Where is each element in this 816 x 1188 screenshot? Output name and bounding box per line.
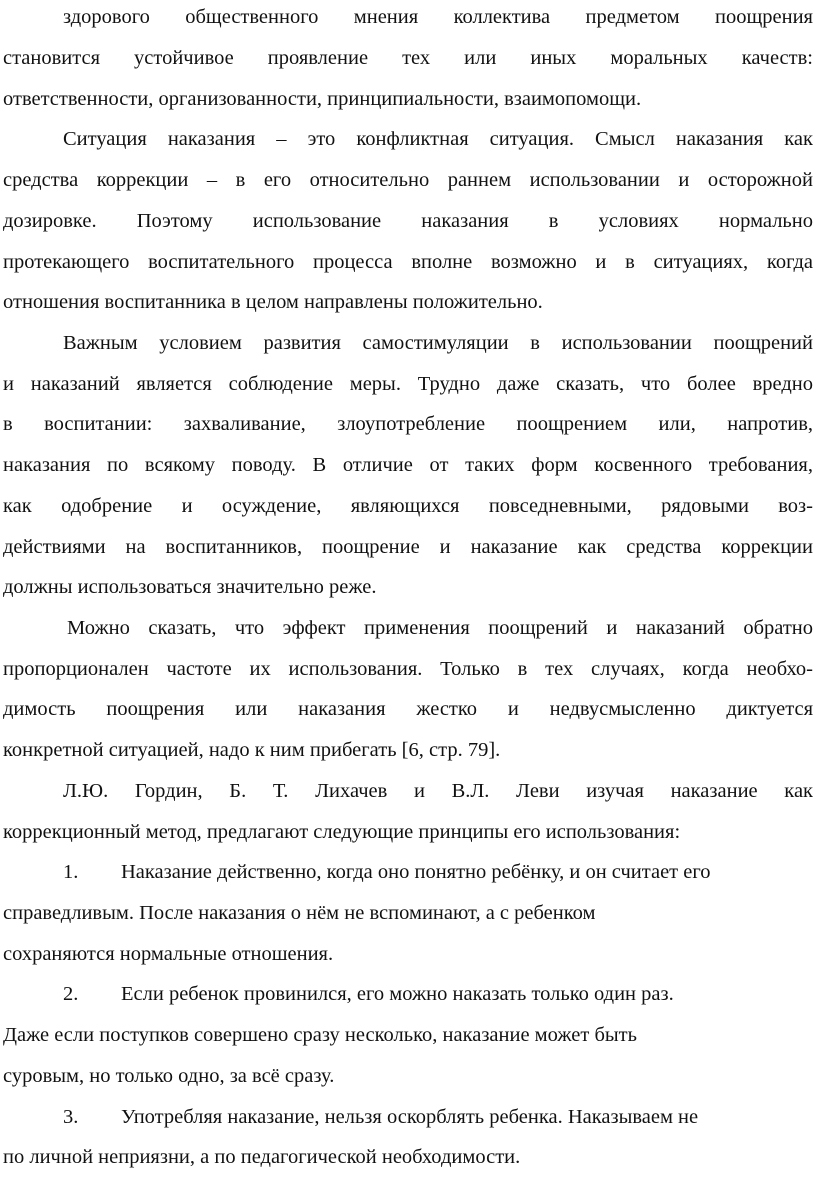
paragraph-line: и наказаний является соблюдение меры. Трудно даже сказать, что более вредно (3, 373, 813, 395)
list-number: 2. (63, 983, 79, 1005)
paragraph-line: Можно сказать, что эффект применения поощрений и наказаний обратно (67, 617, 813, 639)
paragraph-line: здорового общественного мнения коллектива предметом поощрения (63, 6, 813, 28)
paragraph-line: пропорционален частоте их использования. Только в тех случаях, когда необхо- (3, 658, 813, 680)
list-item-line: Наказание действенно, когда оно понятно ребёнку, и он считает его (121, 861, 711, 883)
paragraph-line: должны использоваться значительно реже. (3, 576, 377, 598)
paragraph-line: коррекционный метод, предлагают следующие принципы его использования: (3, 821, 681, 843)
paragraph-line: дозировке. Поэтому использование наказания в условиях нормально (3, 210, 813, 232)
paragraph-line: протекающего воспитательного процесса вполне возможно и в ситуациях, когда (3, 251, 813, 273)
paragraph-line: действиями на воспитанников, поощрение и наказание как средства коррекции (3, 536, 813, 558)
paragraph-line: димость поощрения или наказания жестко и недвусмысленно диктуется (3, 698, 813, 720)
paragraph-line: Ситуация наказания – это конфликтная ситуация. Смысл наказания как (63, 128, 813, 150)
list-item-line: Употребляя наказание, нельзя оскорблять ребенка. Наказываем не (121, 1106, 699, 1128)
list-item-line: Даже если поступков совершено сразу несколько, наказание может быть (3, 1024, 637, 1046)
paragraph-line: средства коррекции – в его относительно раннем использовании и осторожной (3, 169, 813, 191)
list-item-line: по личной неприязни, а по педагогической необходимости. (3, 1146, 521, 1168)
list-number: 3. (63, 1106, 79, 1128)
paragraph-line: отношения воспитанника в целом направлены положительно. (3, 291, 543, 313)
paragraph-line: как одобрение и осуждение, являющихся повседневными, рядовыми воз- (3, 495, 813, 517)
paragraph-line: ответственности, организованности, принципиальности, взаимопомощи. (3, 88, 642, 110)
list-item-line: справедливым. После наказания о нём не вспоминают, а с ребенком (3, 902, 596, 924)
paragraph-line: наказания по всякому поводу. В отличие от таких форм косвенного требования, (3, 454, 813, 476)
paragraph-line: конкретной ситуацией, надо к ним прибегать [6, стр. 79]. (3, 739, 501, 761)
paragraph-line: Л.Ю. Гордин, Б. Т. Лихачев и В.Л. Леви изучая наказание как (63, 780, 813, 802)
list-item-line: сохраняются нормальные отношения. (3, 943, 334, 965)
list-number: 1. (63, 861, 79, 883)
paragraph-line: в воспитании: захваливание, злоупотребление поощрением или, напротив, (3, 413, 813, 435)
paragraph-line: Важным условием развития самостимуляции в использовании поощрений (63, 332, 813, 354)
list-item-line: Если ребенок провинился, его можно наказать только один раз. (121, 983, 674, 1005)
list-item-line: суровым, но только одно, за всё сразу. (3, 1065, 335, 1087)
paragraph-line: становится устойчивое проявление тех или иных моральных качеств: (3, 47, 813, 69)
